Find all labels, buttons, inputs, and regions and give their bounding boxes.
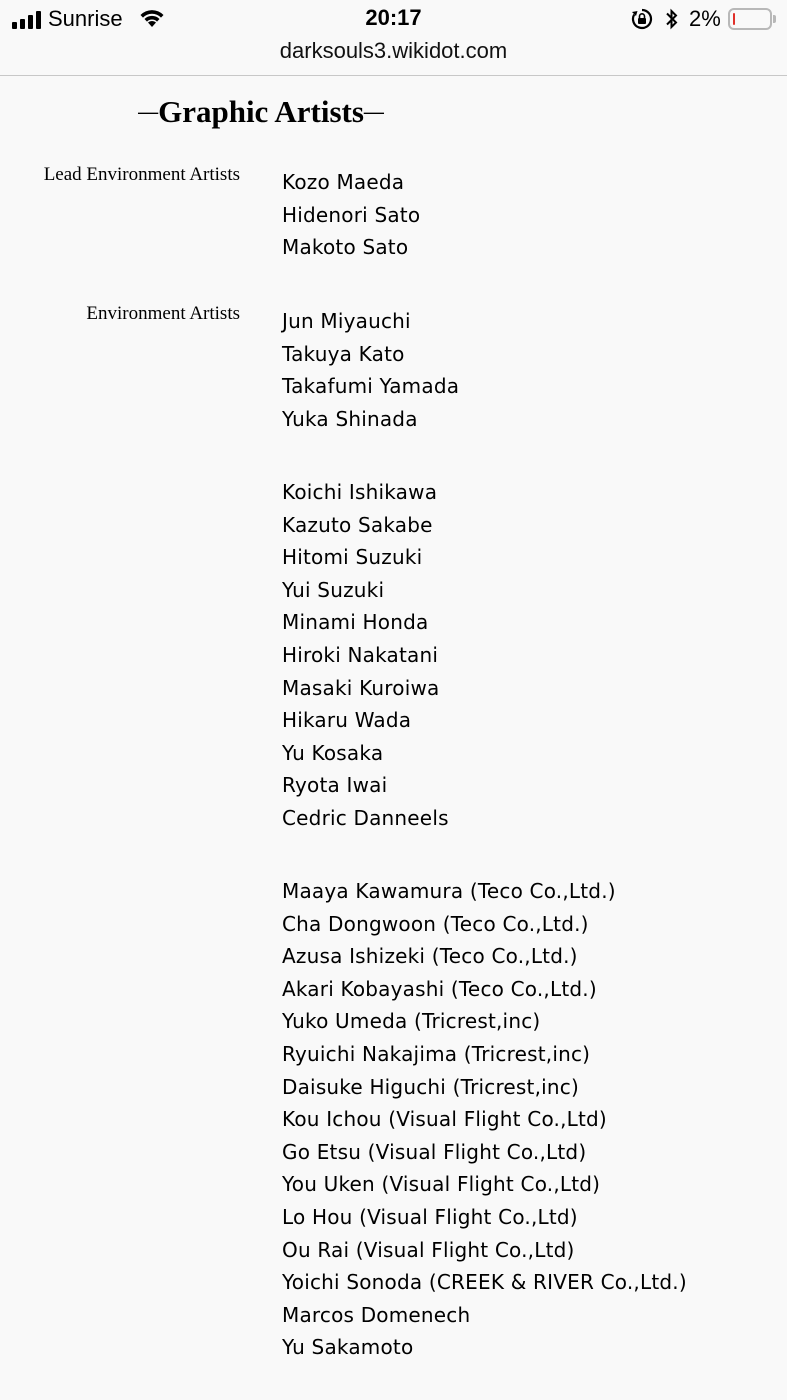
credit-name: Akari Kobayashi (Teco Co.,Ltd.)	[282, 976, 597, 1001]
credit-name: Daisuke Higuchi (Tricrest,inc)	[282, 1074, 579, 1099]
credits-list-environment-artists	[282, 305, 459, 435]
credit-name: Maaya Kawamura (Teco Co.,Ltd.)	[282, 879, 616, 903]
title-dash-right: —	[363, 101, 384, 123]
battery-level	[733, 13, 735, 25]
page-title-text: Graphic Artists	[158, 94, 364, 129]
clock: 20:17	[365, 5, 422, 30]
section-label-environment-artists: Environment Artists	[86, 303, 240, 324]
credits-list-environment-artists-internal	[282, 476, 449, 835]
carrier-name: Sunrise	[48, 6, 123, 31]
credit-name: Marcos Domenech	[282, 1302, 471, 1327]
toolbar-divider	[0, 75, 787, 76]
credit-name: Yu Sakamoto	[282, 1335, 414, 1360]
credit-name: Ou Rai (Visual Flight Co.,Ltd)	[282, 1237, 575, 1262]
battery-percentage: 2%	[689, 6, 721, 31]
credit-name: Yui Suzuki	[282, 577, 385, 602]
credit-name: Ryota Iwai	[282, 773, 388, 798]
bluetooth-icon	[664, 7, 680, 35]
credit-name: Cedric Danneels	[282, 805, 449, 830]
credit-name: Azusa Ishizeki (Teco Co.,Ltd.)	[282, 944, 578, 969]
title-dash-left: —	[138, 101, 159, 123]
credit-name: Yoichi Sonoda (CREEK & RIVER Co.,Ltd.)	[282, 1270, 687, 1295]
section-label-lead-environment-artists: Lead Environment Artists	[43, 164, 240, 185]
credit-name: Hiroki Nakatani	[282, 642, 439, 667]
credit-name: Masaki Kuroiwa	[282, 675, 440, 700]
credit-name: Kou Ichou (Visual Flight Co.,Ltd)	[282, 1107, 607, 1132]
credit-name: Ryuichi Nakajima (Tricrest,inc)	[282, 1041, 591, 1066]
credit-name: Cha Dongwoon (Teco Co.,Ltd.)	[282, 911, 589, 936]
credit-name: Koichi Ishikawa	[282, 480, 438, 504]
credit-name: Jun Miyauchi	[282, 309, 411, 333]
credits-list-environment-artists-external	[282, 875, 687, 1364]
credit-name: Kozo Maeda	[282, 170, 405, 194]
credit-name: Yuka Shinada	[282, 406, 418, 431]
rotation-lock-icon	[631, 8, 653, 34]
credit-name: You Uken (Visual Flight Co.,Ltd)	[282, 1172, 601, 1197]
battery-nub	[773, 15, 776, 23]
credit-name: Hikaru Wada	[282, 708, 412, 733]
credit-name: Hitomi Suzuki	[282, 545, 423, 570]
credits-list-lead-environment-artists	[282, 166, 420, 264]
credit-name: Minami Honda	[282, 610, 429, 635]
credit-name: Takuya Kato	[282, 341, 405, 366]
battery-icon	[728, 8, 772, 30]
credit-name: Makoto Sato	[282, 235, 409, 260]
credit-name: Hidenori Sato	[282, 202, 421, 227]
credit-name: Go Etsu (Visual Flight Co.,Ltd)	[282, 1139, 587, 1164]
credit-name: Kazuto Sakabe	[282, 512, 433, 537]
page-title	[0, 94, 522, 130]
credit-name: Takafumi Yamada	[282, 374, 460, 399]
credit-name: Lo Hou (Visual Flight Co.,Ltd)	[282, 1204, 578, 1229]
status-bar	[0, 0, 787, 40]
address-bar-url[interactable]: darksouls3.wikidot.com	[279, 38, 508, 63]
credit-name: Yu Kosaka	[282, 740, 384, 765]
credit-name: Yuko Umeda (Tricrest,inc)	[282, 1009, 541, 1034]
